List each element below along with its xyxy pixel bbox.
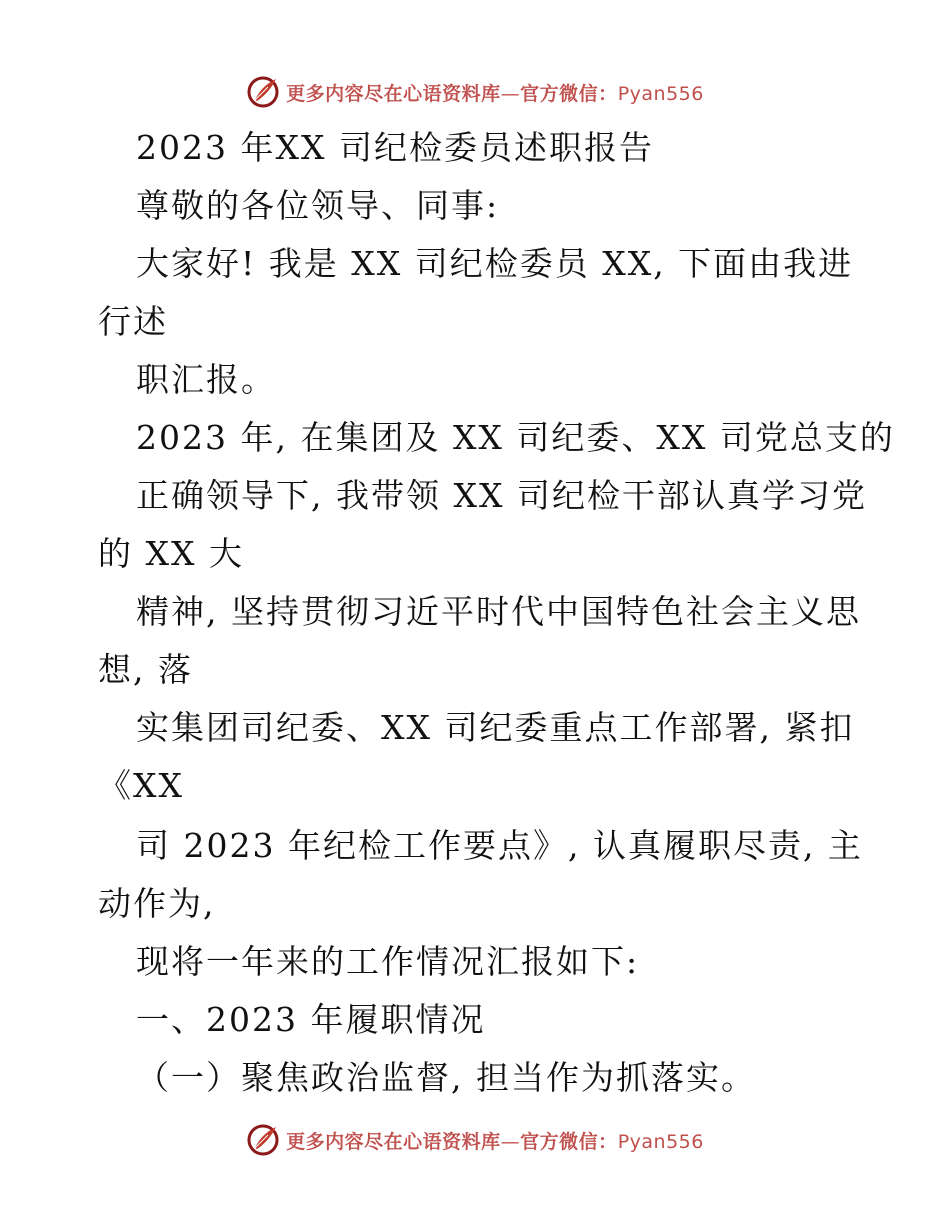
doc-salutation: 尊敬的各位领导、同事: bbox=[136, 186, 500, 225]
watermark-header bbox=[0, 70, 950, 114]
doc-line: 现将一年来的工作情况汇报如下: bbox=[136, 942, 640, 981]
doc-section-heading: 一、2023 年履职情况 bbox=[136, 1000, 486, 1039]
feather-pen-logo-icon bbox=[246, 1123, 280, 1157]
doc-subsection-heading: （一）聚焦政治监督, 担当作为抓落实。 bbox=[136, 1058, 756, 1097]
doc-line: 正确领导下, 我带领 XX 司纪检干部认真学习党 bbox=[136, 476, 867, 515]
doc-line: 想, 落 bbox=[98, 650, 193, 689]
doc-line: 大家好! 我是 XX 司纪检委员 XX, 下面由我进 bbox=[136, 244, 854, 283]
doc-title: 2023 年XX 司纪检委员述职报告 bbox=[136, 128, 654, 167]
doc-line: 职汇报。 bbox=[136, 360, 276, 399]
doc-line: 《XX bbox=[98, 766, 184, 805]
watermark-text: 更多内容尽在心语资料库—官方微信：Pyan556 bbox=[286, 82, 704, 105]
feather-pen-logo-icon bbox=[246, 75, 280, 109]
doc-line: 动作为, bbox=[98, 884, 216, 923]
doc-line: 行述 bbox=[98, 302, 168, 341]
doc-line: 的 XX 大 bbox=[98, 534, 244, 573]
watermark-footer bbox=[0, 1118, 950, 1162]
doc-line: 实集团司纪委、XX 司纪委重点工作部署, 紧扣 bbox=[136, 708, 855, 747]
doc-line: 司 2023 年纪检工作要点》, 认真履职尽责, 主 bbox=[136, 826, 863, 865]
watermark-text: 更多内容尽在心语资料库—官方微信：Pyan556 bbox=[286, 1130, 704, 1153]
doc-line: 2023 年, 在集团及 XX 司纪委、XX 司党总支的 bbox=[136, 418, 895, 457]
doc-line: 精神, 坚持贯彻习近平时代中国特色社会主义思 bbox=[136, 592, 861, 631]
